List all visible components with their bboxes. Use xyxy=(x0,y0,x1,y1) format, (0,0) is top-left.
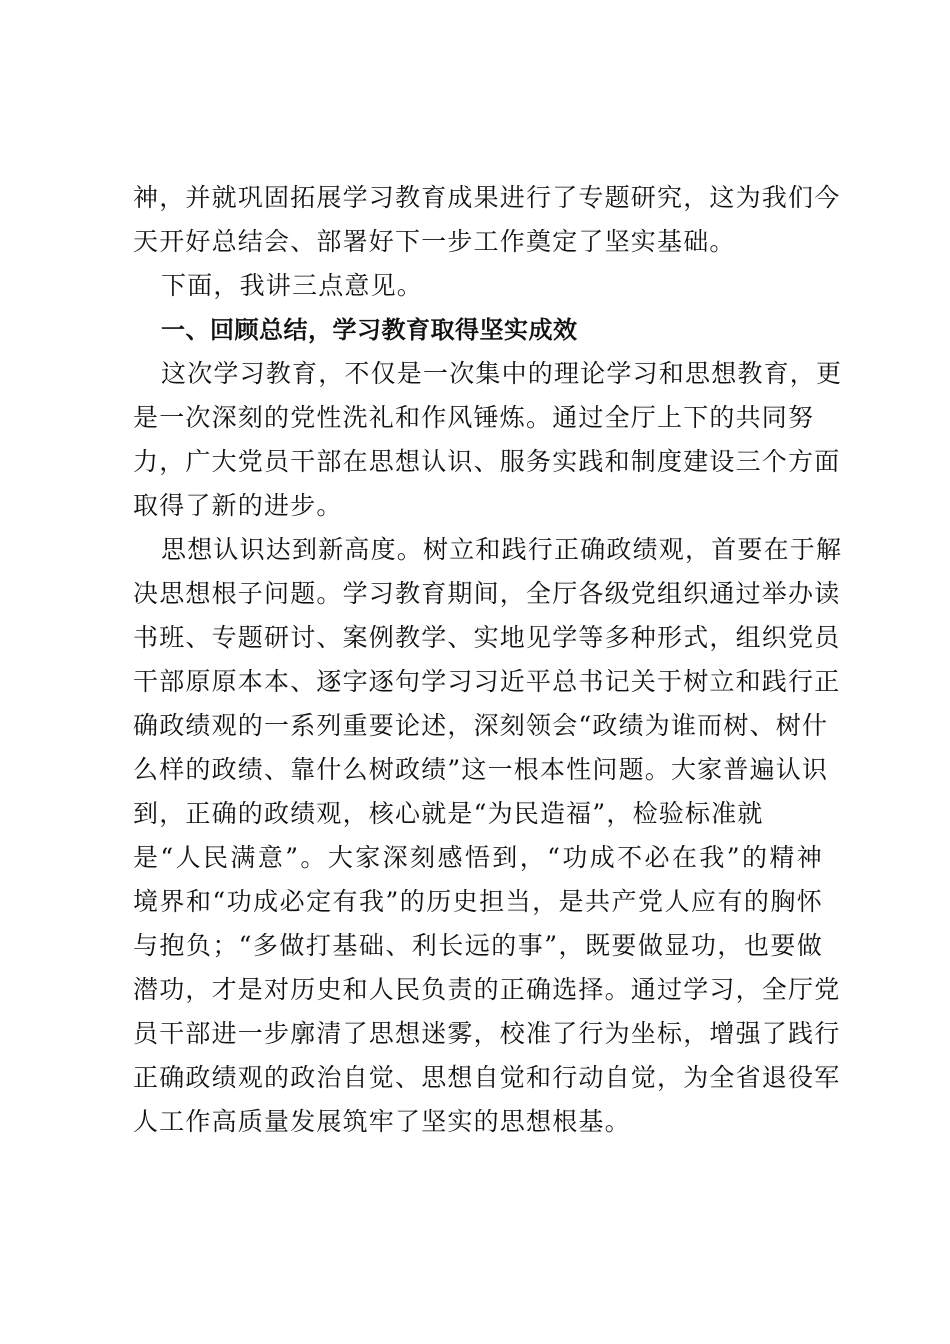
paragraph-line: 确政绩观的一系列重要论述，深刻领会“政绩为谁而树、树什 xyxy=(133,711,829,740)
paragraph-line: 力，广大党员干部在思想认识、服务实践和制度建设三个方面 xyxy=(133,447,841,476)
paragraph-line: 天开好总结会、部署好下一步工作奠定了坚实基础。 xyxy=(133,227,736,256)
section-heading: 一、回顾总结，学习教育取得坚实成效 xyxy=(161,316,578,344)
paragraph-line: 思想认识达到新高度。树立和践行正确政绩观，首要在于解 xyxy=(161,535,843,564)
paragraph-line: 是“人民满意”。大家深刻感悟到，“功成不必在我”的精神 xyxy=(133,843,823,872)
paragraph-line: 潜功，才是对历史和人民负责的正确选择。通过学习，全厅党 xyxy=(133,975,841,1004)
paragraph-line: 境界和“功成必定有我”的历史担当，是共产党人应有的胸怀 xyxy=(133,887,823,916)
paragraph-line: 书班、专题研讨、案例教学、实地见学等多种形式，组织党员 xyxy=(133,623,841,652)
paragraph-line: 是一次深刻的党性洗礼和作风锤炼。通过全厅上下的共同努 xyxy=(133,403,815,432)
paragraph-line: 决思想根子问题。学习教育期间，全厅各级党组织通过举办读 xyxy=(133,579,841,608)
paragraph-line: 下面，我讲三点意见。 xyxy=(161,271,424,300)
paragraph-line: 取得了新的进步。 xyxy=(133,491,343,520)
paragraph-line: 到，正确的政绩观，核心就是“为民造福”，检验标准就 xyxy=(133,799,764,828)
paragraph-line: 神，并就巩固拓展学习教育成果进行了专题研究，这为我们今 xyxy=(133,183,841,212)
paragraph-line: 干部原原本本、逐字逐句学习习近平总书记关于树立和践行正 xyxy=(133,667,841,696)
paragraph-line: 与抱负；“多做打基础、利长远的事”，既要做显功，也要做 xyxy=(133,931,823,960)
paragraph-line: 么样的政绩、靠什么树政绩”这一根本性问题。大家普遍认识 xyxy=(133,755,829,784)
paragraph-line: 正确政绩观的政治自觉、思想自觉和行动自觉，为全省退役军 xyxy=(133,1063,841,1092)
paragraph-line: 人工作高质量发展筑牢了坚实的思想根基。 xyxy=(133,1107,631,1136)
paragraph-line: 员干部进一步廓清了思想迷雾，校准了行为坐标，增强了践行 xyxy=(133,1019,841,1048)
paragraph-line: 这次学习教育，不仅是一次集中的理论学习和思想教育，更 xyxy=(161,359,843,388)
